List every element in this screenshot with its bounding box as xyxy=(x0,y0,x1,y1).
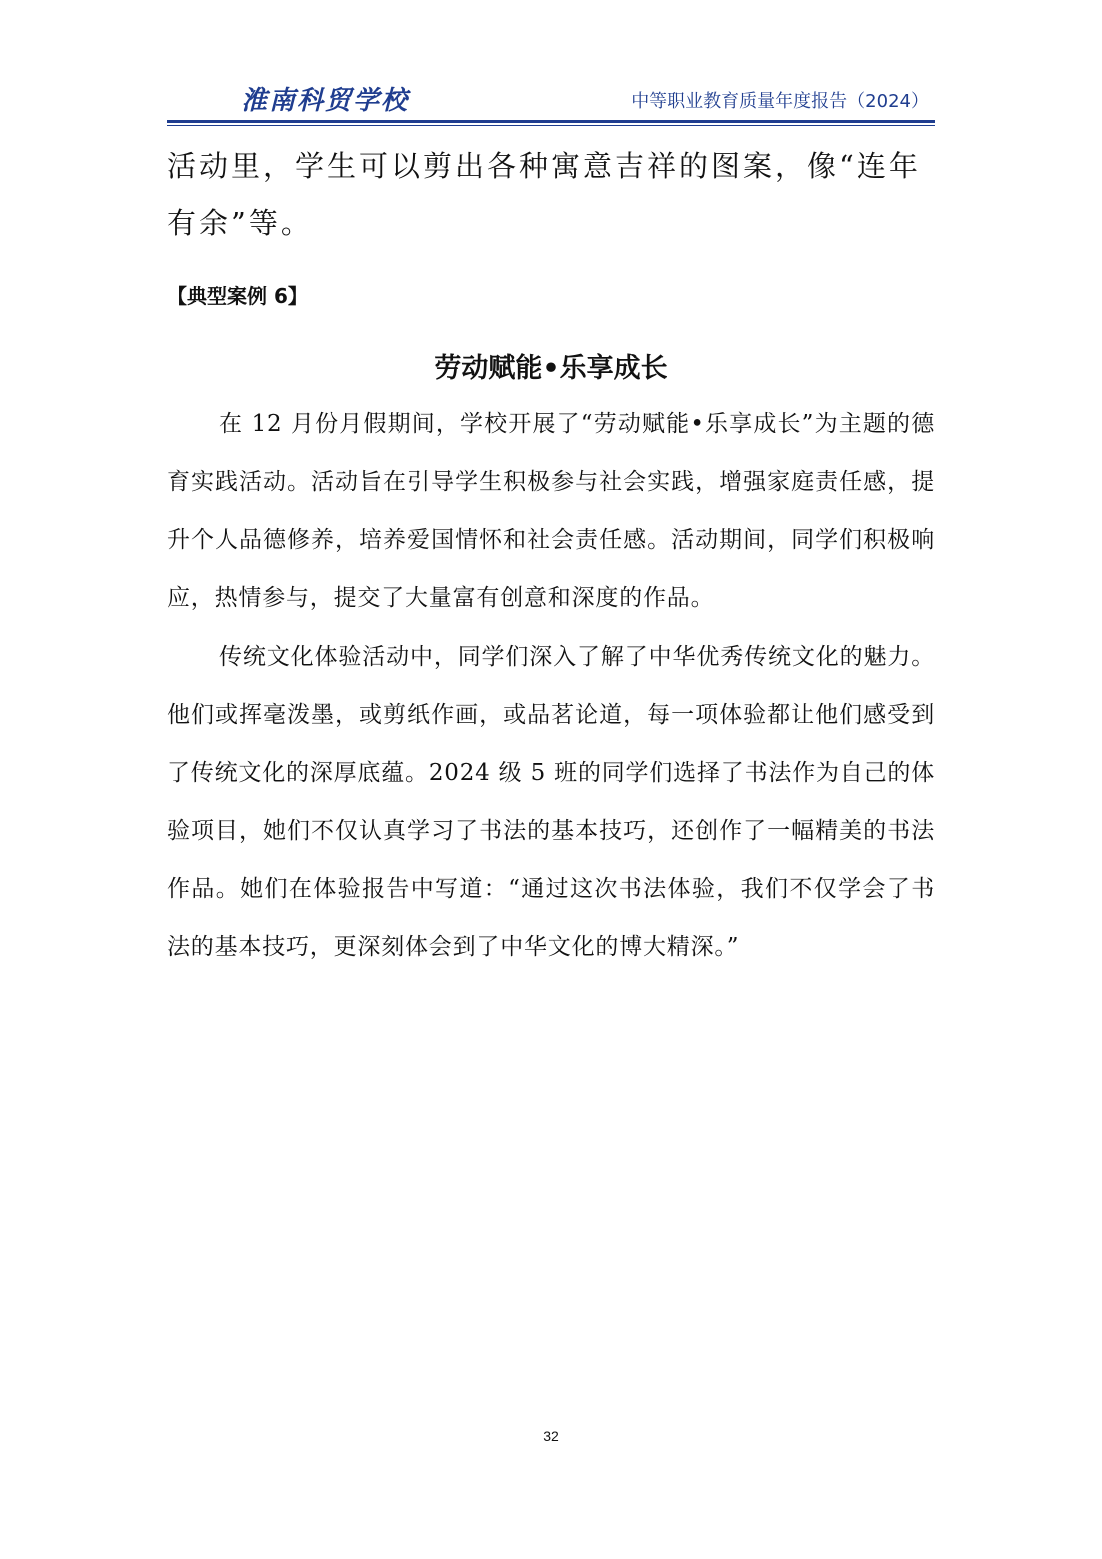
page-number: 32 xyxy=(543,1428,559,1444)
body-paragraph-2: 传统文化体验活动中，同学们深入了解了中华优秀传统文化的魅力。他们或挥毫泼墨，或剪纸作画，或品茗论道，每一项体验都让他们感受到了传统文化的深厚底蕴。2024 级 5 班的同学们选择了书法作为自己的体验项目，她们不仅认真学习了书法的基本技巧，还创作了一幅精美的书法作品。她们在体验报告中写道：“通过这次书法体验，我们不仅学会了书法的基本技巧，更深刻体会到了中华文化的博大精深。” xyxy=(167,644,935,960)
report-title: 中等职业教育质量年度报告（2024） xyxy=(631,91,929,112)
page-header xyxy=(167,76,935,126)
header-rule-thick xyxy=(167,120,935,123)
school-name: 淮南科贸学校 xyxy=(241,86,410,116)
case-label: 【典型案例 6】 xyxy=(167,284,308,308)
header-rule-thin xyxy=(167,125,935,126)
body-paragraph-1: 在 12 月份月假期间，学校开展了“劳动赋能•乐享成长”为主题的德育实践活动。活动旨在引导学生积极参与社会实践，增强家庭责任感，提升个人品德修养，培养爱国情怀和社会责任感。活动期间，同学们积极响应，热情参与，提交了大量富有创意和深度的作品。 xyxy=(167,411,935,611)
continuation-paragraph: 活动里，学生可以剪出各种寓意吉祥的图案，像“连年有余”等。 xyxy=(167,149,921,240)
case-title: 劳动赋能•乐享成长 xyxy=(434,353,668,384)
